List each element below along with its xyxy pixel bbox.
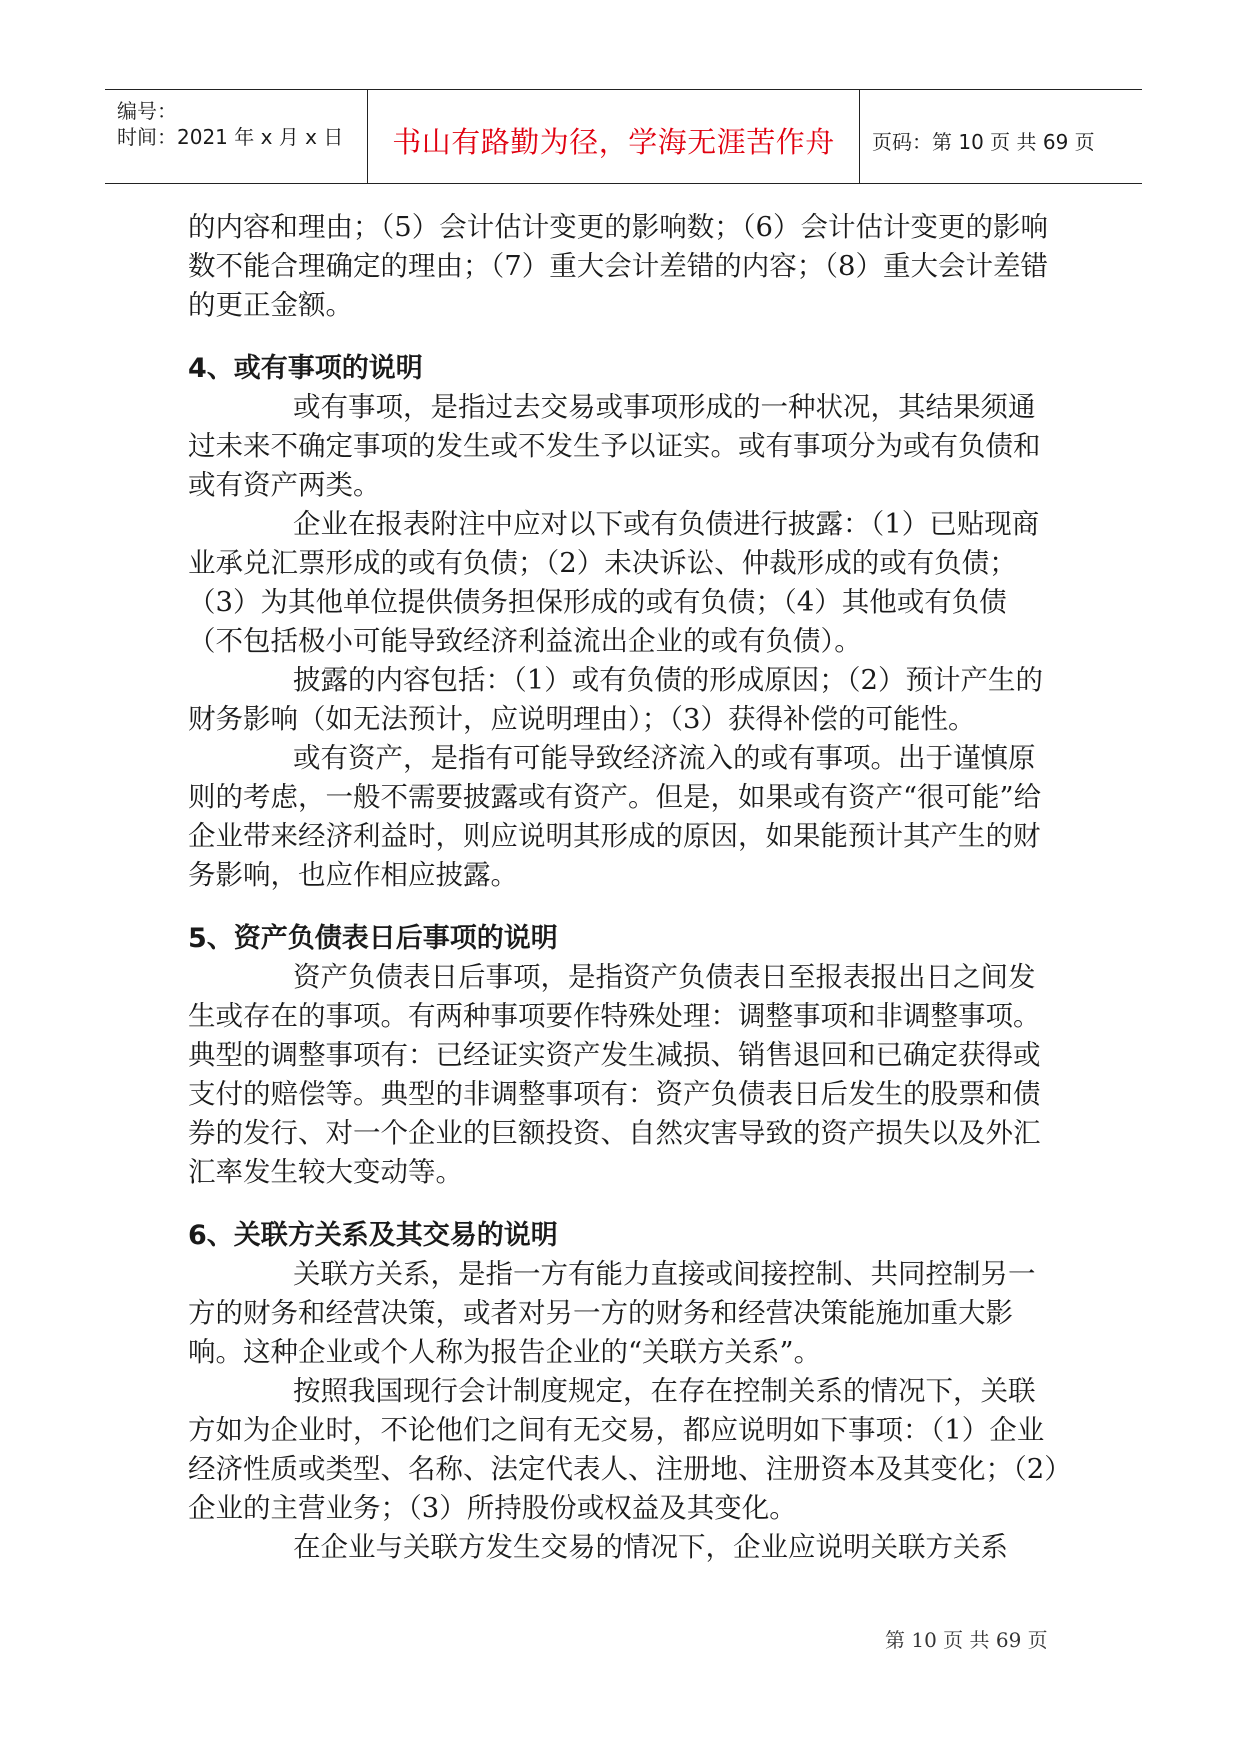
intro-paragraph: 的内容和理由；（5）会计估计变更的影响数；（6）会计估计变更的影响数不能合理确定的理由；（7）重大会计差错的内容；（8）重大会计差错的更正金额。 [188,211,1048,321]
header-motto-cell [368,90,860,183]
paragraph: 按照我国现行会计制度规定，在存在控制关系的情况下，关联方如为企业时，不论他们之间有无交易，都应说明如下事项：（1）企业经济性质或类型、名称、法定代表人、注册地、注册资本及其变化；（2）企业的主营业务；（3）所持股份或权益及其变化。 [188,1375,1058,1524]
paragraph: 关联方关系，是指一方有能力直接或间接控制、共同控制另一方的财务和经营决策，或者对另一方的财务和经营决策能施加重大影响。这种企业或个人称为报告企业的“关联方关系”。 [188,1258,1036,1368]
section-heading-4: 4、或有事项的说明 [188,353,423,384]
page-footer-number: 第 10 页 共 69 页 [885,1628,1048,1652]
document-time-label: 时间：2021 年 x 月 x 日 [117,125,344,149]
document-number-label: 编号： [117,99,177,123]
header-motto: 书山有路勤为径，学海无涯苦作舟 [392,125,835,159]
page-header [105,89,1142,184]
paragraph: 或有资产，是指有可能导致经济流入的或有事项。出于谨慎原则的考虑，一般不需要披露或有资产。但是，如果或有资产“很可能”给企业带来经济利益时，则应说明其形成的原因，如果能预计其产生的财务影响，也应作相应披露。 [188,742,1042,891]
header-meta-cell [105,90,368,183]
section-heading-6: 6、关联方关系及其交易的说明 [188,1220,558,1251]
paragraph: 企业在报表附注中应对以下或有负债进行披露：（1）已贴现商业承兑汇票形成的或有负债；（2）未决诉讼、仲裁形成的或有负债；（3）为其他单位提供债务担保形成的或有负债；（4）其他或有负债（不包括极小可能导致经济利益流出企业的或有负债）。 [188,508,1040,657]
paragraph: 披露的内容包括：（1）或有负债的形成原因；（2）预计产生的财务影响（如无法预计，应说明理由）；（3）获得补偿的可能性。 [188,664,1043,735]
paragraph: 资产负债表日后事项，是指资产负债表日至报表报出日之间发生或存在的事项。有两种事项要作特殊处理：调整事项和非调整事项。典型的调整事项有：已经证实资产发生减损、销售退回和已确定获得或支付的赔偿等。典型的非调整事项有：资产负债表日后发生的股票和债券的发行、对一个企业的巨额投资、自然灾害导致的资产损失以及外汇汇率发生较大变动等。 [188,961,1041,1188]
document-body [188,208,1058,1567]
paragraph: 或有事项，是指过去交易或事项形成的一种状况，其结果须通过未来不确定事项的发生或不发生予以证实。或有事项分为或有负债和或有资产两类。 [188,391,1041,501]
header-page-number: 页码：第 10 页 共 69 页 [872,130,1095,154]
section-heading-5: 5、资产负债表日后事项的说明 [188,923,558,954]
paragraph: 在企业与关联方发生交易的情况下，企业应说明关联方关系 [293,1531,1008,1563]
header-page-cell [860,90,1142,183]
